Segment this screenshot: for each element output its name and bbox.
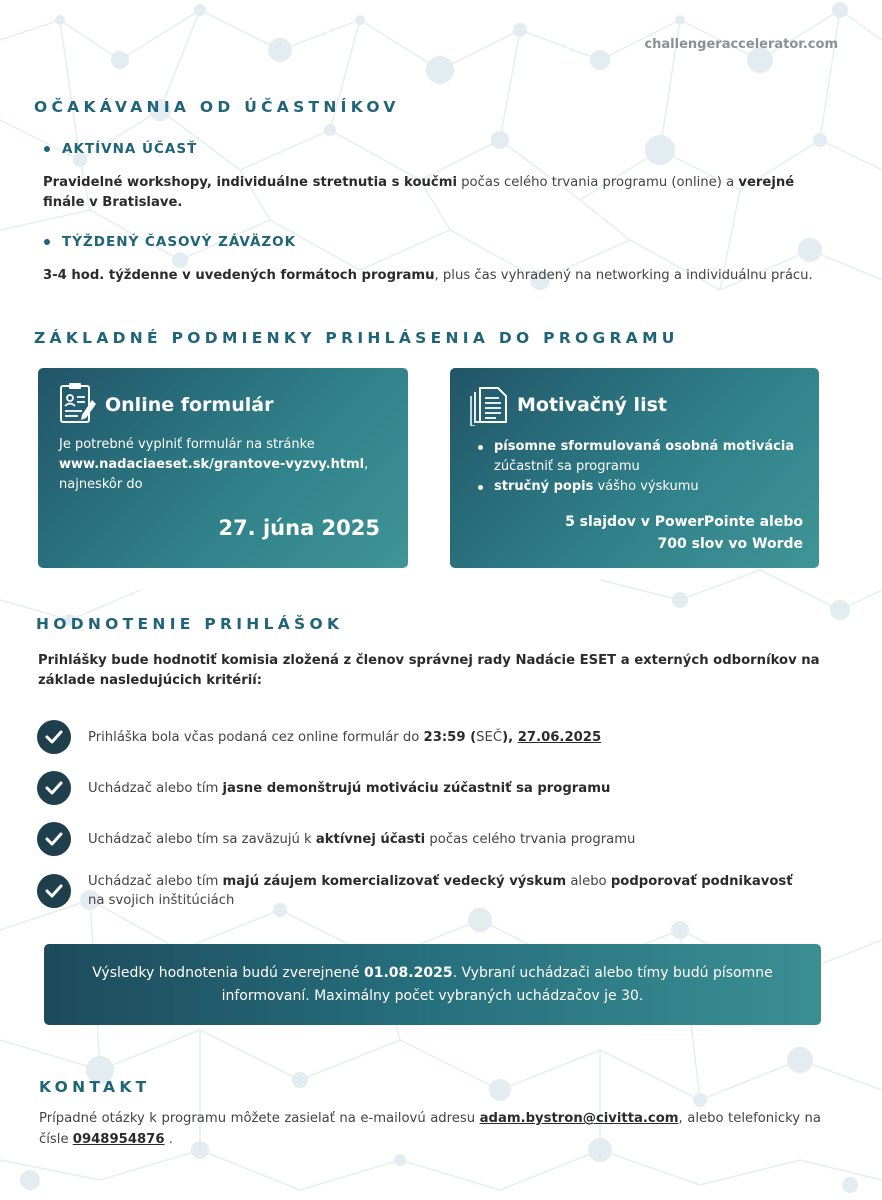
- active-participation-title: [44, 141, 197, 157]
- active-participation-label: AKTÍVNA ÚČASŤ: [62, 141, 198, 157]
- list-item: písomne sformulovaná osobná motivácia zúčastniť sa programu: [478, 437, 794, 477]
- deadline-date: 27. júna 2025: [218, 516, 380, 540]
- evaluation-heading: HODNOTENIE PRIHLÁŠOK: [36, 615, 344, 633]
- check-icon: [37, 822, 71, 856]
- form-clipboard-icon: [58, 382, 98, 426]
- criterion-3: [37, 822, 635, 856]
- contact-phone-link[interactable]: 0948954876: [72, 1132, 165, 1147]
- contact-email-link[interactable]: adam.bystron@civitta.com: [479, 1111, 679, 1126]
- slides-requirement: 5 slajdov v PowerPointe alebo 700 slov vo Worde: [565, 514, 803, 552]
- criterion-2-text: Uchádzač alebo tím jasne demonštrujú motiváciu zúčastniť sa programu: [88, 780, 611, 796]
- bullet-icon: [44, 146, 50, 152]
- weekly-commitment-text: 3-4 hod. týždenne v uvedených formátoch programu, plus čas vyhradený na networking a individuálnu prácu.: [43, 268, 813, 283]
- site-url[interactable]: challengeraccelerator.com: [644, 37, 838, 52]
- conditions-heading: ZÁKLADNÉ PODMIENKY PRIHLÁSENIA DO PROGRAMU: [34, 329, 679, 347]
- bullet-icon: [44, 239, 50, 245]
- motivation-letter-title: Motivačný list: [517, 394, 667, 416]
- criterion-3-text: Uchádzač alebo tím sa zaväzujú k aktívnej účasti počas celého trvania programu: [88, 831, 636, 847]
- evaluation-intro: Prihlášky bude hodnotiť komisia zložená z členov správnej rady Nadácie ESET a externých odborníkov na základe nasledujúcich kritérií:: [38, 653, 820, 688]
- criterion-4: [37, 872, 828, 910]
- list-item: stručný popis vášho výskumu: [478, 477, 794, 497]
- check-icon: [37, 720, 71, 754]
- check-icon: [37, 874, 71, 908]
- active-participation-text: Pravidelné workshopy, individuálne stretnutia s koučmi počas celého trvania programu (online) a verejné finále v Bratislave.: [43, 175, 795, 210]
- results-banner: [44, 944, 821, 1025]
- criterion-1-text: Prihláška bola včas podaná cez online formulár do 23:59 (SEČ), 27.06.2025: [88, 729, 602, 745]
- documents-icon: [470, 382, 510, 426]
- motivation-letter-list: [478, 437, 794, 497]
- criterion-4-text: Uchádzač alebo tím majú záujem komercializovať vedecký výskum alebo podporovať podnikavosť na svojich inštitúciách: [88, 874, 793, 908]
- motivation-letter-card: [450, 368, 819, 568]
- contact-heading: KONTAKT: [39, 1078, 151, 1096]
- online-form-text: Je potrebné vyplniť formulár na stránke www.nadaciaeset.sk/grantove-vyzvy.html, najneskôr do: [59, 437, 369, 492]
- form-url-link[interactable]: www.nadaciaeset.sk/grantove-vyzvy.html: [59, 457, 365, 472]
- results-text: Výsledky hodnotenia budú zverejnené 01.08.2025. Vybraní uchádzači alebo tímy budú písomne informovaní. Maximálny počet vybraných uchádzačov je 30.: [92, 964, 773, 1004]
- weekly-commitment-label: TÝŽDENÝ ČASOVÝ ZÁVÄZOK: [62, 234, 297, 250]
- contact-text: Prípadné otázky k programu môžete zasielať na e-mailovú adresu adam.bystron@civitta.com, alebo telefonicky na čísle 0948954876 .: [39, 1111, 821, 1147]
- criterion-2: [37, 771, 610, 805]
- expectations-heading: OČAKÁVANIA OD ÚČASTNÍKOV: [34, 98, 400, 116]
- weekly-commitment-title: [44, 234, 296, 250]
- criterion-1: [37, 720, 601, 754]
- online-form-card: [38, 368, 408, 568]
- online-form-title: Online formulár: [105, 394, 274, 416]
- check-icon: [37, 771, 71, 805]
